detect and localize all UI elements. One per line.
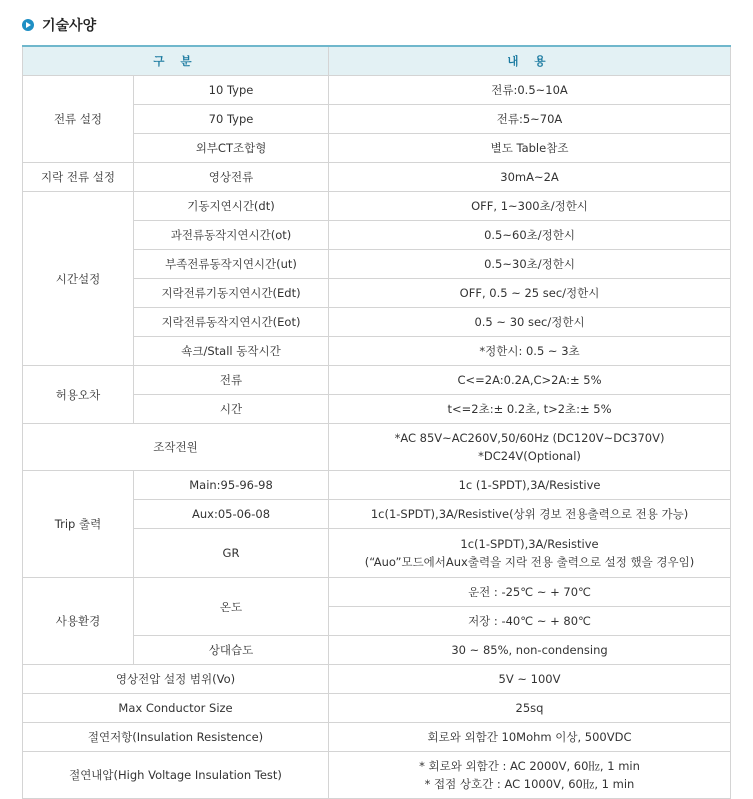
value-cell: 0.5 ~ 30 sec/정한시 xyxy=(329,308,731,337)
value-cell: 0.5~30초/정한시 xyxy=(329,250,731,279)
sub-label: 온도 xyxy=(134,578,329,636)
value-cell xyxy=(329,424,731,471)
bullet-arrow-icon xyxy=(22,19,34,31)
group-label: Max Conductor Size xyxy=(23,694,329,723)
table-header-row xyxy=(23,46,731,76)
value-cell: 회로와 외함간 10Mohm 이상, 500VDC xyxy=(329,723,731,752)
sub-label: 시간 xyxy=(134,395,329,424)
table-row xyxy=(23,163,731,192)
table-row xyxy=(23,723,731,752)
value-cell: 30 ~ 85%, non-condensing xyxy=(329,636,731,665)
group-label: Trip 출력 xyxy=(23,471,134,578)
group-label: 허용오차 xyxy=(23,366,134,424)
value-cell: 전류:5~70A xyxy=(329,105,731,134)
header-content: 내 용 xyxy=(329,46,731,76)
sub-label: Aux:05-06-08 xyxy=(134,500,329,529)
sub-label: 지락전류기동지연시간(Edt) xyxy=(134,279,329,308)
sub-label: 70 Type xyxy=(134,105,329,134)
value-line: * 회로와 외함간 : AC 2000V, 60㎐, 1 min xyxy=(419,759,640,773)
sub-label: 상대습도 xyxy=(134,636,329,665)
table-row xyxy=(23,471,731,500)
value-cell: 저장 : -40℃ ~ + 80℃ xyxy=(329,607,731,636)
value-cell: 전류:0.5~10A xyxy=(329,76,731,105)
group-label: 전류 설정 xyxy=(23,76,134,163)
sub-label: GR xyxy=(134,529,329,578)
table-row xyxy=(23,752,731,799)
value-line: *AC 85V~AC260V,50/60Hz (DC120V~DC370V) xyxy=(394,431,665,445)
group-label: 절연내압(High Voltage Insulation Test) xyxy=(23,752,329,799)
value-cell: OFF, 1~300초/정한시 xyxy=(329,192,731,221)
spec-table xyxy=(22,45,731,799)
table-row xyxy=(23,192,731,221)
value-cell xyxy=(329,529,731,578)
value-cell: 5V ~ 100V xyxy=(329,665,731,694)
sub-label: 10 Type xyxy=(134,76,329,105)
sub-label: 과전류동작지연시간(ot) xyxy=(134,221,329,250)
value-line: * 접점 상호간 : AC 1000V, 60㎐, 1 min xyxy=(424,777,635,791)
value-cell: OFF, 0.5 ~ 25 sec/정한시 xyxy=(329,279,731,308)
value-line: (“Auo”모드에서Aux출력을 지락 전용 출력으로 설정 했을 경우임) xyxy=(364,555,695,569)
group-label: 절연저항(Insulation Resistence) xyxy=(23,723,329,752)
value-cell: 1c(1-SPDT),3A/Resistive(상위 경보 전용출력으로 전용 가능) xyxy=(329,500,731,529)
section-header xyxy=(22,14,96,36)
sub-label: 지락전류동작지연시간(Eot) xyxy=(134,308,329,337)
value-cell: 운전 : -25℃ ~ + 70℃ xyxy=(329,578,731,607)
sub-label: Main:95-96-98 xyxy=(134,471,329,500)
group-label: 조작전원 xyxy=(23,424,329,471)
sub-label: 영상전류 xyxy=(134,163,329,192)
sub-label: 쇽크/Stall 동작시간 xyxy=(134,337,329,366)
table-row xyxy=(23,578,731,607)
group-label: 영상전압 설정 범위(Vo) xyxy=(23,665,329,694)
value-cell xyxy=(329,752,731,799)
table-row xyxy=(23,366,731,395)
value-line: 1c(1-SPDT),3A/Resistive xyxy=(460,537,599,551)
table-row xyxy=(23,76,731,105)
value-cell: 1c (1-SPDT),3A/Resistive xyxy=(329,471,731,500)
group-label: 지락 전류 설정 xyxy=(23,163,134,192)
value-line: *DC24V(Optional) xyxy=(478,449,581,463)
table-row xyxy=(23,665,731,694)
value-cell: 30mA~2A xyxy=(329,163,731,192)
table-row xyxy=(23,424,731,471)
value-cell: *정한시: 0.5 ~ 3초 xyxy=(329,337,731,366)
header-category: 구 분 xyxy=(23,46,329,76)
table-row xyxy=(23,694,731,723)
section-title: 기술사양 xyxy=(42,18,97,34)
sub-label: 외부CT조합형 xyxy=(134,134,329,163)
value-cell: 별도 Table참조 xyxy=(329,134,731,163)
sub-label: 부족전류동작지연시간(ut) xyxy=(134,250,329,279)
group-label: 사용환경 xyxy=(23,578,134,665)
value-cell: 25sq xyxy=(329,694,731,723)
value-cell: t<=2초:± 0.2초, t>2초:± 5% xyxy=(329,395,731,424)
value-cell: C<=2A:0.2A,C>2A:± 5% xyxy=(329,366,731,395)
value-cell: 0.5~60초/정한시 xyxy=(329,221,731,250)
sub-label: 전류 xyxy=(134,366,329,395)
sub-label: 기동지연시간(dt) xyxy=(134,192,329,221)
group-label: 시간설정 xyxy=(23,192,134,366)
